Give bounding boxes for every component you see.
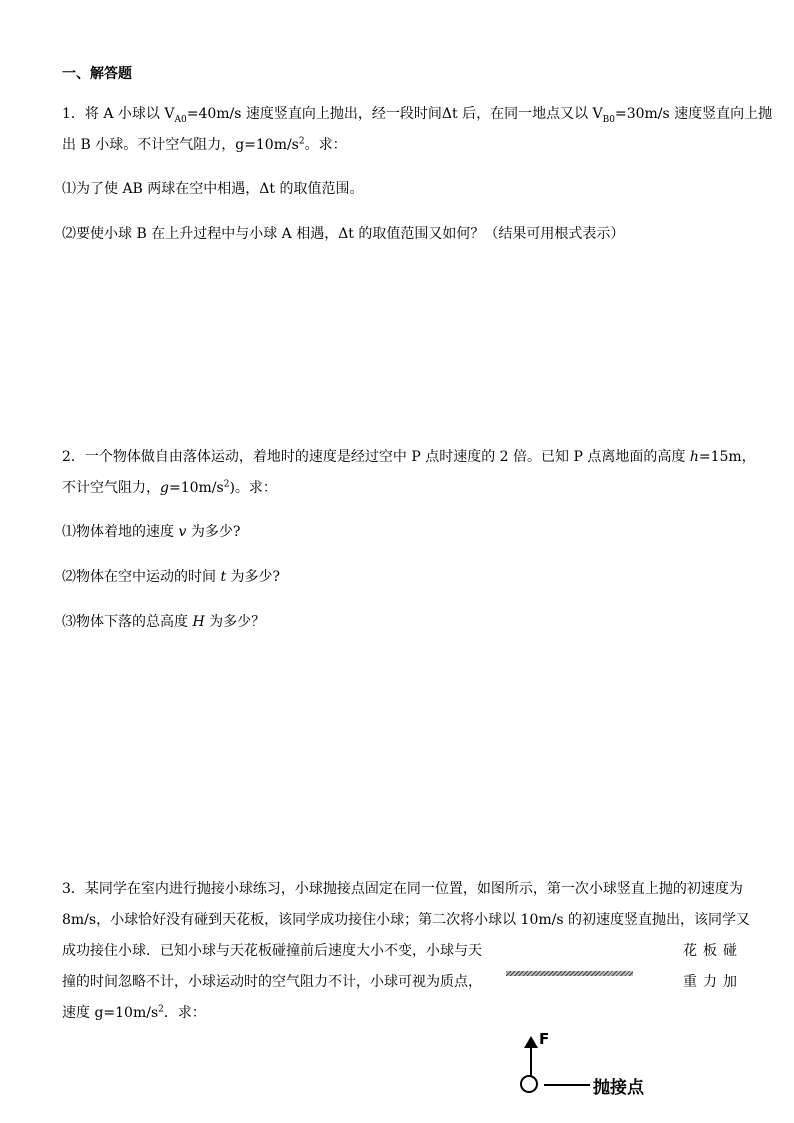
q1-part2: ⑵要使小球 B 在上升过程中与小球 A 相遇，Δt 的取值范围又如何？（结果可用根式表示）	[62, 226, 625, 242]
q2-line2: 不计空气阻力，$g=10m/s^2$)。求：	[62, 479, 277, 496]
q2-line1: 2．一个物体做自由落体运动，着地时的速度是经过空中 P 点时速度的 2 倍。已知 P 点离地面的高度 h=15m，	[62, 449, 756, 465]
ceiling-hatch	[506, 971, 633, 976]
q3-line4-right: 重 力 加	[683, 974, 737, 990]
q3-line5: 速度 $g=10m/s^2$．求：	[62, 1004, 206, 1021]
q2-part3: ⑶物体下落的总高度 H 为多少？	[62, 614, 266, 630]
force-label: F	[539, 1030, 550, 1048]
section-title: 一、解答题	[62, 66, 132, 82]
leader-line	[544, 1084, 590, 1086]
force-arrow-shaft	[530, 1044, 532, 1076]
throw-catch-point-label: 抛接点	[593, 1078, 644, 1098]
q2-part2: ⑵物体在空中运动的时间 t 为多少?	[62, 569, 281, 585]
q3-line3-left: 成功接住小球．已知小球与天花板碰撞前后速度大小不变，小球与天	[62, 943, 482, 959]
q3-line3-right: 花 板 碰	[683, 943, 737, 959]
q3-line2: 8m/s，小球恰好没有碰到天花板，该同学成功接住小球；第二次将小球以 10m/s 的初速度竖直抛出，该同学又	[62, 912, 750, 928]
ball-icon	[520, 1075, 538, 1093]
q1-line2: 出 B 小球。不计空气阻力，$g=10m/s^2$。求：	[62, 136, 347, 153]
q3-line1: 3．某同学在室内进行抛接小球练习，小球抛接点固定在同一位置，如图所示，第一次小球竖直上抛的初速度为	[62, 881, 743, 897]
q1-line1: 1．将 A 小球以 $V_{A0}=40m/s$ 速度竖直向上抛出，经一段时间Δt 后，在同一地点又以 $V_{B0}=30m/s$ 速度竖直向上抛	[62, 106, 773, 125]
q1-part1: ⑴为了使 AB 两球在空中相遇，Δt 的取值范围。	[62, 181, 364, 197]
q2-part1: ⑴物体着地的速度 v 为多少?	[62, 524, 241, 540]
q3-line4-left: 撞的时间忽略不计，小球运动时的空气阻力不计，小球可视为质点，	[62, 974, 482, 990]
